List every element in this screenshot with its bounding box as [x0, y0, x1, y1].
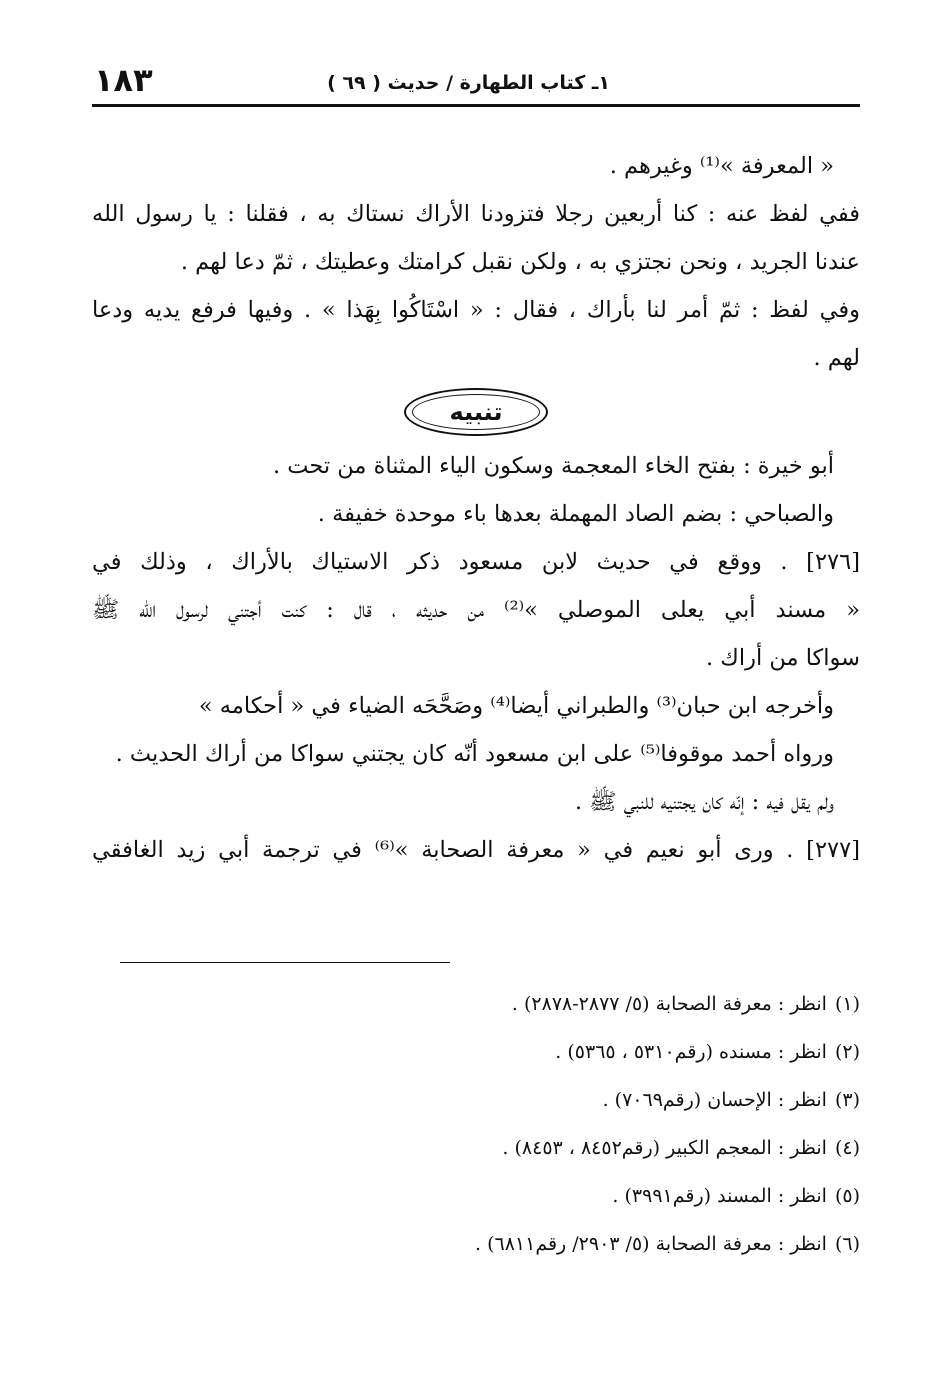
heading-text: تنبيه [449, 398, 503, 426]
text-line: والصباحي : بضم الصاد المهملة بعدها باء موحدة خفيفة . [317, 501, 834, 527]
footnote-number: (١) [834, 993, 860, 1015]
text-line: « المعرفة »⁽¹⁾ وغيرهم . [609, 153, 834, 179]
page-number: ١٨٣ [94, 61, 153, 99]
footnote-text: انظر : مسنده (رقم٥٣١٠ ، ٥٣٦٥) . [555, 1041, 827, 1063]
footnote [92, 1124, 860, 1172]
footnote-number: (٥) [834, 1185, 860, 1207]
heading-cartouche [404, 388, 548, 436]
footnote-text: انظر : معرفة الصحابة (٥/ ٢٨٧٧-٢٨٧٨) . [511, 993, 827, 1015]
running-title: ١ـ كتاب الطهارة / حديث ( ٦٩ ) [327, 72, 610, 94]
footnote-number: (٦) [834, 1233, 860, 1255]
text-line: أبو خيرة : بفتح الخاء المعجمة وسكون الياء المثناة من تحت . [272, 453, 834, 479]
text-line: لهم . [813, 345, 860, 371]
text-line: عندنا الجريد ، ونحن نجتزي به ، ولكن نقبل كرامتك وعطيتك ، ثمّ دعا لهم . [180, 249, 860, 275]
footnote [92, 980, 860, 1028]
page-header [92, 60, 860, 107]
footnote-number: (٢) [834, 1041, 860, 1063]
footnote-number: (٣) [834, 1089, 860, 1111]
footnote-text: انظر : المعجم الكبير (رقم٨٤٥٢ ، ٨٤٥٣) . [502, 1137, 827, 1159]
footnote-divider [120, 962, 450, 963]
footnote [92, 1172, 860, 1220]
text-line: [٢٧٧] . ورى أبو نعيم في « معرفة الصحابة »⁽⁶⁾ في ترجمة أبي زيد الغافقي [92, 837, 860, 863]
text-line: « مسند أبي يعلى الموصلي »⁽²⁾ من حديثه ، قال : كنت أجتني لرسول الله ﷺ [92, 597, 860, 623]
text-line: وأخرجه ابن حبان⁽³⁾ والطبراني أيضا⁽⁴⁾ وصَحَّحَه الضياء في « أحكامه » [198, 693, 834, 719]
footnote [92, 1220, 860, 1268]
footnote [92, 1028, 860, 1076]
text-line: ورواه أحمد موقوفا⁽⁵⁾ على ابن مسعود أنّه كان يجتني سواكا من أراك الحديث . [115, 741, 834, 767]
footnote [92, 1076, 860, 1124]
text-line: ولم يقل فيه : إنّه كان يجتنيه للنبي ﷺ . [574, 789, 834, 815]
main-text [92, 142, 860, 874]
footnote-text: انظر : الإحسان (رقم٧٠٦٩) . [602, 1089, 827, 1111]
footnote-text: انظر : المسند (رقم٣٩٩١) . [612, 1185, 827, 1207]
footnotes [92, 980, 860, 1268]
text-line: وفي لفظ : ثمّ أمر لنا بأراك ، فقال : « اسْتَاكُوا بِهَذا » . وفيها فرفع يديه ودعا [92, 297, 860, 323]
text-line: ففي لفظ عنه : كنا أربعين رجلا فتزودنا الأراك نستاك به ، فقلنا : يا رسول الله [92, 201, 860, 227]
section-heading [92, 382, 860, 442]
text-line: [٢٧٦] . ووقع في حديث لابن مسعود ذكر الاستياك بالأراك ، وذلك في [92, 549, 860, 575]
footnote-number: (٤) [834, 1137, 860, 1159]
footnote-text: انظر : معرفة الصحابة (٥/ ٢٩٠٣/ رقم٦٨١١) . [474, 1233, 827, 1255]
text-line: سواكا من أراك . [706, 645, 860, 671]
